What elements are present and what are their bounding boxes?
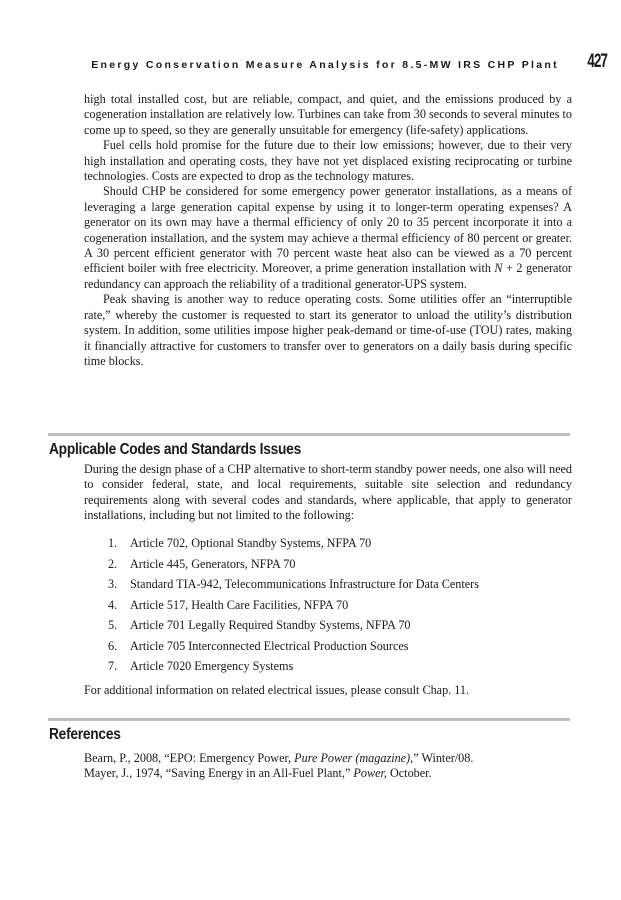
paragraph-chp-emergency — [84, 184, 572, 292]
paragraph-peak-shaving: Peak shaving is another way to reduce operating costs. Some utilities offer an “interruptible rate,” whereby the customer is requested to start its generator to unload the utility’s distribution system. In addition, some utilities impose higher peak-demand or time-of-use (TOU) rates, making it financially attractive for customers to transfer over to generators on a daily basis during specific time blocks. — [84, 292, 572, 368]
list-item: 2. Article 445, Generators, NFPA 70 — [108, 556, 296, 571]
running-head — [84, 48, 607, 72]
list-item: 7. Article 7020 Emergency Systems — [108, 659, 294, 673]
redundancy-variable: N — [494, 261, 503, 276]
paragraph-turbines: high total installed cost, but are reliable, compact, and quiet, and the emissions produced by a cogeneration installation are relatively low. Turbines can take from 30 seconds to several minutes to come up to speed, so they are generally unsuitable for emergency (life-safety) applications. — [84, 92, 572, 137]
list-item: 6. Article 705 Interconnected Electrical Production Sources — [108, 638, 409, 653]
paragraph-chp-text-a: Should CHP be considered for some emergency power generator installations, as a means of leveraging a large generation capital expense by using it to longer-term operating expenses? A generator on its own may have a thermal efficiency of only 20 to 35 percent incorporate it into a cogeneration installation, and the system may achieve a thermal efficiency of 80 percent or greater. A 30 percent efficient generator with 70 percent waste heat also can be viewed as a 70 percent efficient boiler with free electricity. Moreover, a prime generation installation with — [84, 184, 572, 276]
reference-item: Mayer, J., 1974, “Saving Energy in an All-Fuel Plant,” Power, October. — [84, 766, 432, 781]
paragraph-fuel-cells: Fuel cells hold promise for the future due to their low emissions; however, due to their very high installation and operating costs, they have not yet displaced existing reciprocating or turbine technologies. Costs are expected to drop as the technology matures. — [84, 138, 572, 184]
list-item: 3. Standard TIA-942, Telecommunications Infrastructure for Data Centers — [108, 577, 479, 591]
codes-list — [108, 533, 479, 677]
references-heading: References — [49, 726, 121, 743]
section-divider — [48, 718, 570, 721]
codes-intro — [84, 462, 572, 524]
section-divider — [48, 433, 570, 436]
paragraph-chp-text-b: + 2 generator redundancy can approach the reliability of a traditional generator-UPS system. — [84, 261, 572, 291]
codes-intro-paragraph: During the design phase of a CHP alternative to short-term standby power needs, one also will need to consider federal, state, and local requirements, suitable site selection and redundancy requirements along with several codes and standards, where applicable, that apply to generator installations, including but not limited to the following: — [84, 462, 572, 523]
references-list — [84, 751, 572, 782]
page-number: 427 — [587, 51, 607, 72]
intro-text — [84, 92, 572, 369]
list-item: 4. Article 517, Health Care Facilities, NFPA 70 — [108, 597, 349, 612]
running-title: Energy Conservation Measure Analysis for 8.5-MW IRS CHP Plant — [91, 59, 559, 71]
list-item: 1. Article 702, Optional Standby Systems, NFPA 70 — [108, 536, 372, 550]
codes-section-heading: Applicable Codes and Standards Issues — [49, 441, 301, 458]
codes-closing-paragraph: For additional information on related electrical issues, please consult Chap. 11. — [84, 683, 470, 697]
list-item: 5. Article 701 Legally Required Standby Systems, NFPA 70 — [108, 618, 411, 632]
codes-closing — [84, 683, 572, 698]
reference-item: Bearn, P., 2008, “EPO: Emergency Power, Pure Power (magazine),” Winter/08. — [84, 751, 474, 765]
